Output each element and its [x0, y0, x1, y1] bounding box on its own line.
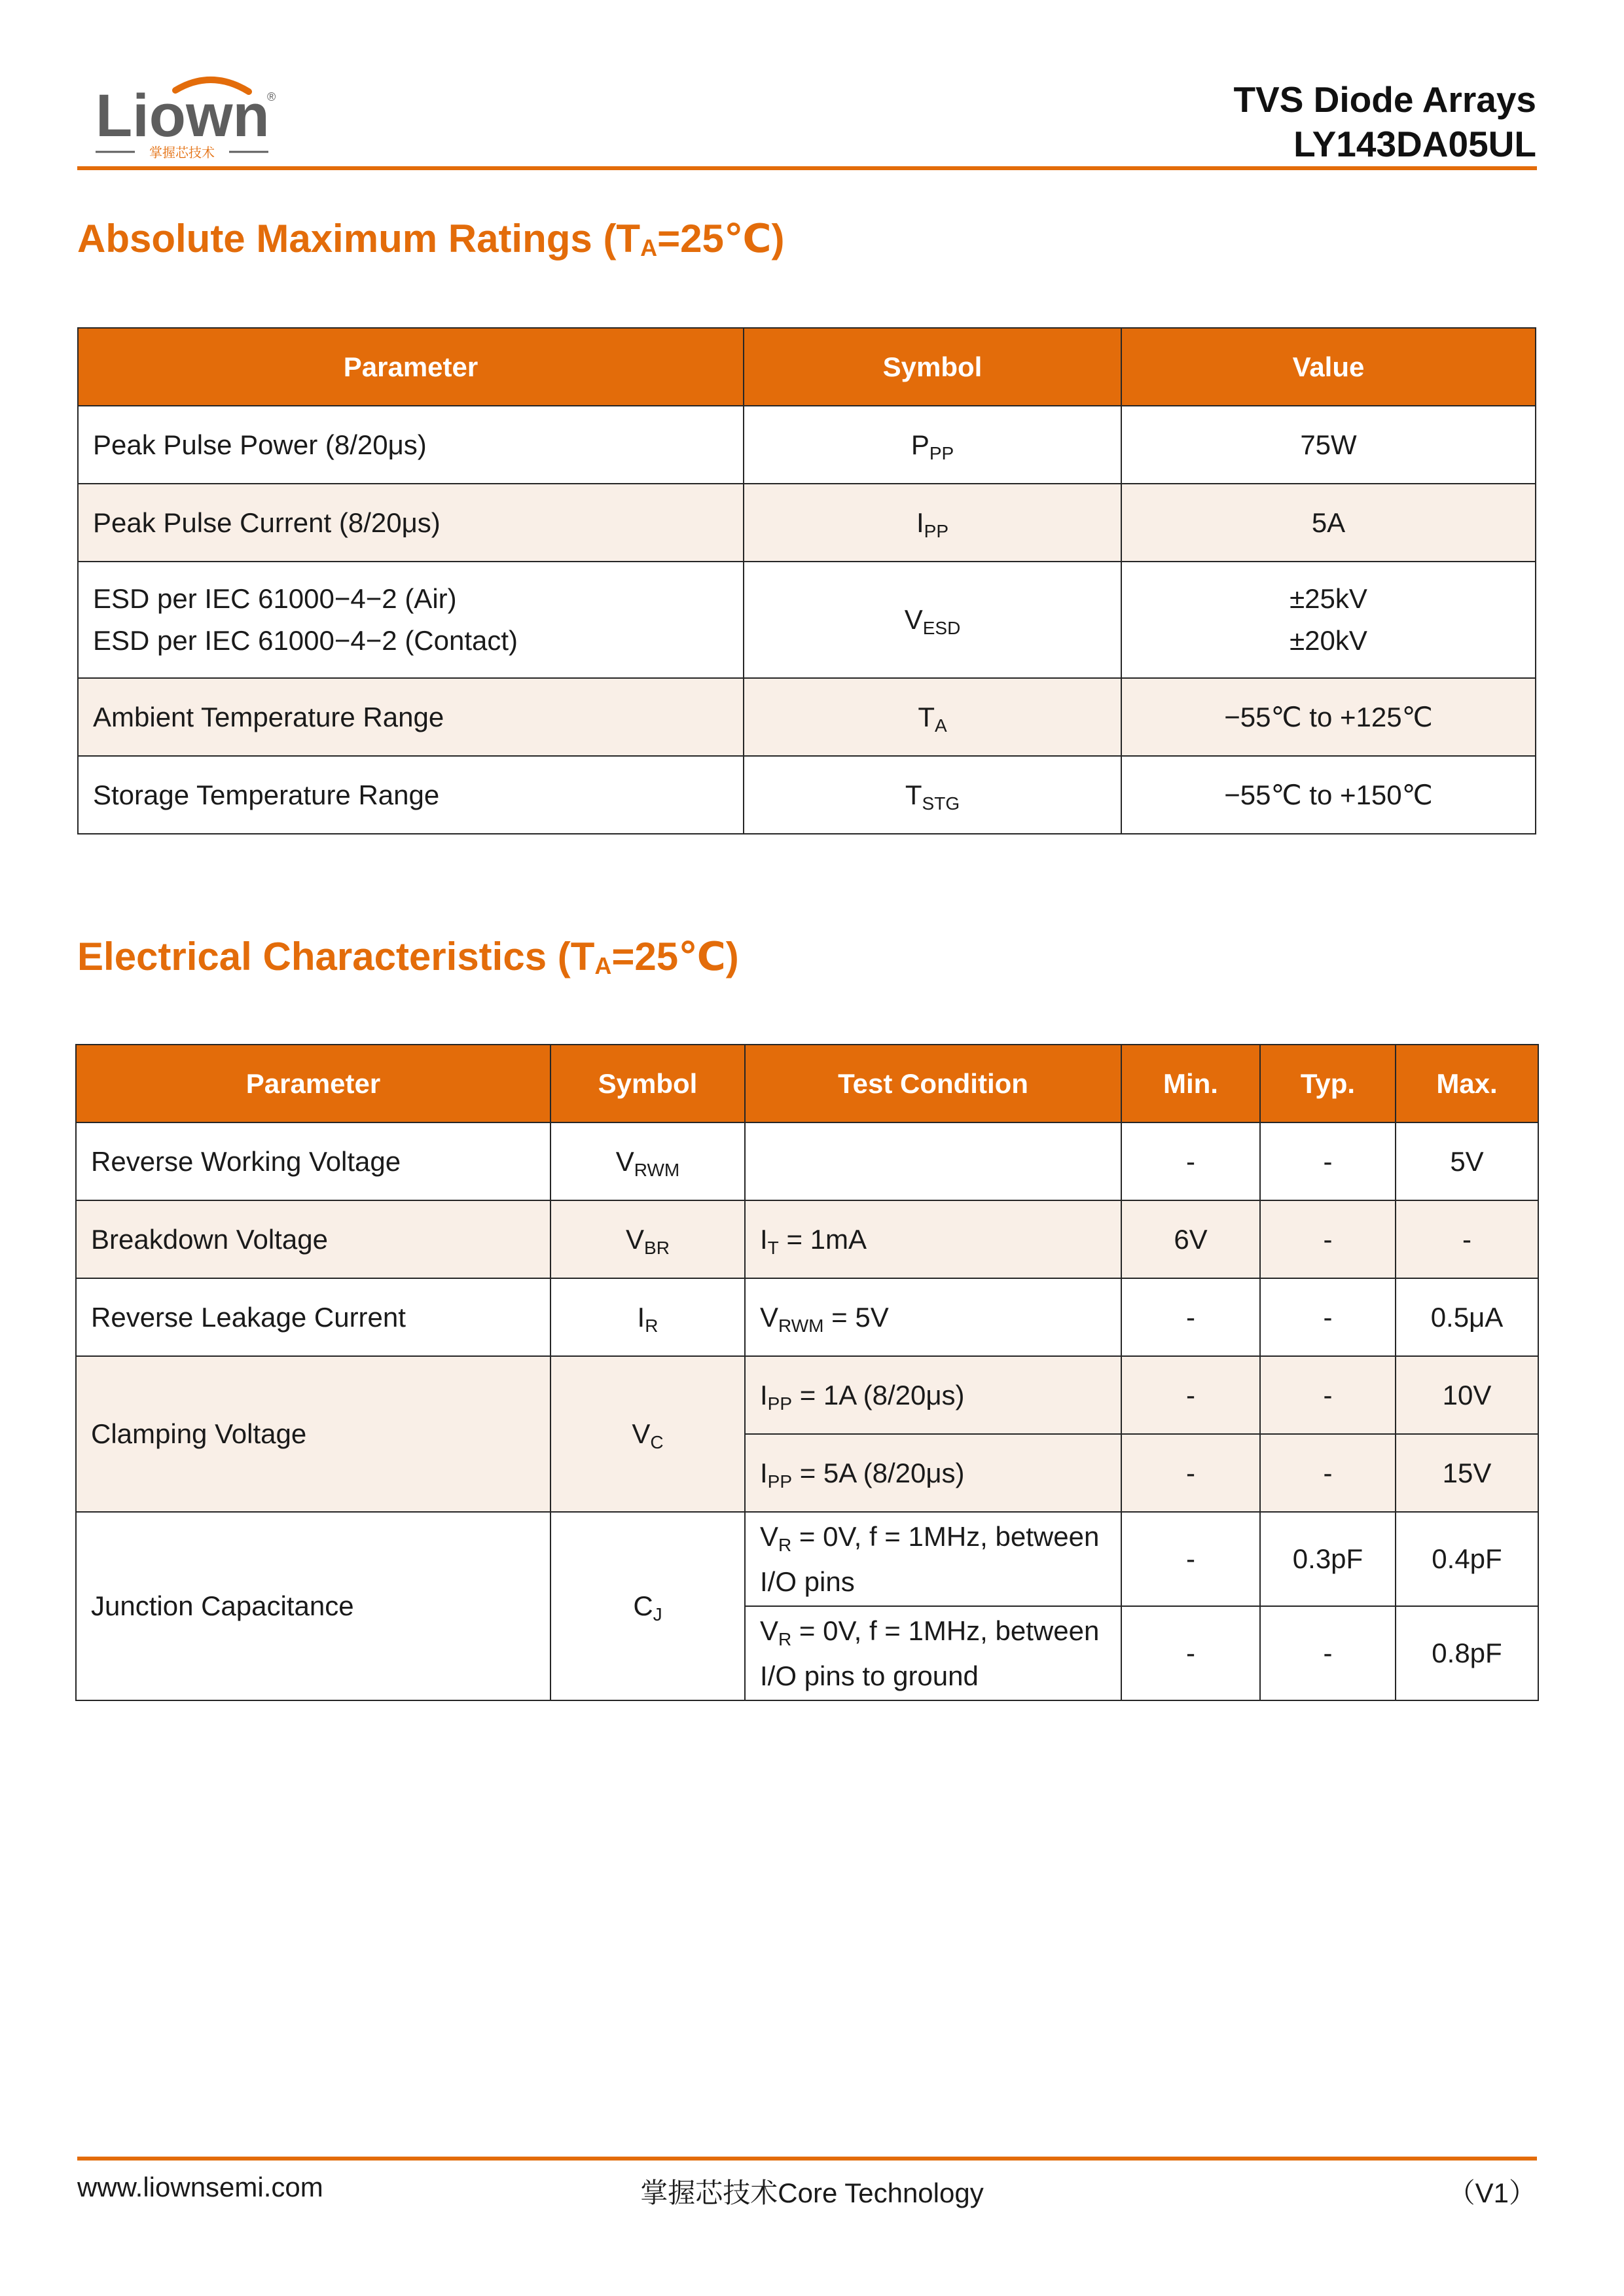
min-cell: 6V: [1121, 1200, 1260, 1278]
logo-tagline: 掌握芯技术: [149, 145, 215, 160]
condition-cell: [745, 1122, 1121, 1200]
max-cell: 15V: [1396, 1434, 1538, 1512]
table-row: [78, 756, 1536, 834]
condition-cell: $I_{PP} = 5A$ (8/20μs): [745, 1434, 1121, 1512]
min-cell: -: [1121, 1512, 1260, 1606]
symbol-cell: $C_J$: [550, 1512, 745, 1700]
table-row: [78, 562, 1536, 678]
col-header-max: Max.: [1396, 1045, 1538, 1122]
footer-website[interactable]: www.liownsemi.com: [77, 2172, 323, 2202]
abs-max-table: [77, 327, 1536, 834]
symbol-cell: $I_{PP}$: [744, 484, 1121, 562]
table-row: [78, 484, 1536, 562]
footer-divider: [77, 2157, 1537, 2161]
value-cell: 75W: [1121, 406, 1536, 484]
symbol-cell: $P_{PP}$: [744, 406, 1121, 484]
param-cell: Breakdown Voltage: [76, 1200, 550, 1278]
min-cell: -: [1121, 1278, 1260, 1356]
max-cell: 10V: [1396, 1356, 1538, 1434]
part-number: LY143DA05UL: [1293, 124, 1536, 164]
table-row: [76, 1512, 1538, 1606]
condition-cell: $V_{RWM} = 5V$: [745, 1278, 1121, 1356]
col-header-symbol: Symbol: [550, 1045, 745, 1122]
logo-wordmark: Liown: [96, 82, 270, 149]
table-row: [76, 1200, 1538, 1278]
elec-char-title: Electrical Characteristics $(T_A=25℃)$: [77, 935, 739, 979]
typ-cell: -: [1260, 1278, 1396, 1356]
symbol-cell: $V_{BR}$: [550, 1200, 745, 1278]
abs-max-title: Absolute Maximum Ratings $(T_A=25℃)$: [77, 217, 785, 261]
max-cell: 0.4pF: [1396, 1512, 1538, 1606]
param-cell: Storage Temperature Range: [78, 756, 744, 834]
header-divider: [77, 166, 1537, 170]
typ-cell: -: [1260, 1606, 1396, 1700]
condition-cell: $I_T = 1mA$: [745, 1200, 1121, 1278]
param-cell: Junction Capacitance: [76, 1512, 550, 1700]
value-cell: −55℃ to +150℃: [1121, 756, 1536, 834]
typ-cell: -: [1260, 1122, 1396, 1200]
condition-cell: $I_{PP} = 1A$ (8/20μs): [745, 1356, 1121, 1434]
condition-cell: $V_R = 0V$, f = 1MHz, between I/O pins to ground: [745, 1606, 1121, 1700]
max-cell: 5V: [1396, 1122, 1538, 1200]
footer-version: （V1）: [1447, 2178, 1536, 2208]
symbol-cell: $T_{STG}$: [744, 756, 1121, 834]
symbol-cell: $V_{ESD}$: [744, 562, 1121, 678]
col-header-test-condition: Test Condition: [745, 1045, 1121, 1122]
param-cell: Clamping Voltage: [76, 1356, 550, 1512]
symbol-cell: $V_{RWM}$: [550, 1122, 745, 1200]
table-row: [78, 406, 1536, 484]
company-logo: [77, 65, 287, 170]
condition-cell: $V_R = 0V$, f = 1MHz, between I/O pins: [745, 1512, 1121, 1606]
elec-char-table: [75, 1044, 1539, 1701]
param-cell: Peak Pulse Current (8/20μs): [78, 484, 744, 562]
document-category: TVS Diode Arrays: [1233, 79, 1536, 120]
symbol-cell: $I_R$: [550, 1278, 745, 1356]
col-header-value: Value: [1121, 328, 1536, 406]
table-header-row: [76, 1045, 1538, 1122]
param-cell: Peak Pulse Power (8/20μs): [78, 406, 744, 484]
col-header-parameter: Parameter: [78, 328, 744, 406]
typ-cell: -: [1260, 1434, 1396, 1512]
typ-cell: 0.3pF: [1260, 1512, 1396, 1606]
max-cell: -: [1396, 1200, 1538, 1278]
table-row: [78, 678, 1536, 756]
col-header-min: Min.: [1121, 1045, 1260, 1122]
symbol-cell: $V_C$: [550, 1356, 745, 1512]
col-header-parameter: Parameter: [76, 1045, 550, 1122]
max-cell: 0.8pF: [1396, 1606, 1538, 1700]
max-cell: 0.5μA: [1396, 1278, 1538, 1356]
col-header-typ: Typ.: [1260, 1045, 1396, 1122]
min-cell: -: [1121, 1356, 1260, 1434]
min-cell: -: [1121, 1606, 1260, 1700]
param-cell: Reverse Leakage Current: [76, 1278, 550, 1356]
value-cell: ±25kV ±20kV: [1121, 562, 1536, 678]
param-cell: Reverse Working Voltage: [76, 1122, 550, 1200]
value-cell: −55℃ to +125℃: [1121, 678, 1536, 756]
min-cell: -: [1121, 1434, 1260, 1512]
table-row: [76, 1356, 1538, 1434]
svg-text:®: ®: [267, 90, 276, 103]
table-row: [76, 1122, 1538, 1200]
footer-slogan: 掌握芯技术Core Technology: [640, 2178, 984, 2208]
table-row: [76, 1278, 1538, 1356]
typ-cell: -: [1260, 1200, 1396, 1278]
typ-cell: -: [1260, 1356, 1396, 1434]
param-cell: ESD per IEC 61000−4−2 (Air) ESD per IEC 61000−4−2 (Contact): [78, 562, 744, 678]
document-title: [1233, 77, 1536, 166]
value-cell: 5A: [1121, 484, 1536, 562]
param-cell: Ambient Temperature Range: [78, 678, 744, 756]
col-header-symbol: Symbol: [744, 328, 1121, 406]
table-header-row: [78, 328, 1536, 406]
min-cell: -: [1121, 1122, 1260, 1200]
symbol-cell: $T_A$: [744, 678, 1121, 756]
